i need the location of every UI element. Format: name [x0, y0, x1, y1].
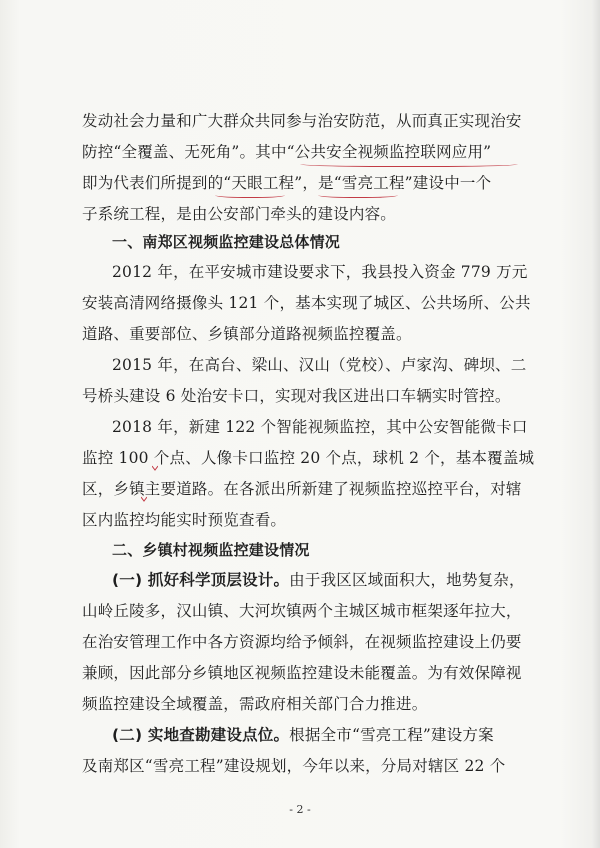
sub1-lead: (一) 抓好科学顶层设计。	[112, 571, 290, 589]
para-2015-line: 号桥头建设 6 处治安卡口，实现对我区进出口车辆实时管控。	[82, 387, 511, 405]
sub2-line: 及南郑区“雪亮工程”建设规划，今年以来，分局对辖区 22 个	[82, 757, 506, 775]
pen-tick-mark	[141, 496, 147, 502]
section-heading-1: 一、南郑区视频监控建设总体情况	[112, 233, 341, 251]
sub2-first-line	[112, 725, 522, 745]
sub1-line: 山岭丘陵多，汉山镇、大河坎镇两个主城区城市框架逐年拉大，	[82, 602, 522, 620]
para-2018-line: 区，乡镇主要道路。在各派出所新建了视频监控巡控平台，对辖	[82, 480, 522, 498]
para-2018-line: 监控 100 个点、人像卡口监控 20 个点，球机 2 个，基本覆盖城	[82, 449, 535, 467]
sub2-first-rest: 根据全市“雪亮工程”建设方案	[289, 726, 494, 744]
sub1-line: 频监控建设全域覆盖，需政府相关部门合力推进。	[82, 695, 428, 713]
body-line: 防控“全覆盖、无死角”。其中“公共安全视频监控联网应用”	[82, 143, 492, 161]
section-heading-2: 二、乡镇村视频监控建设情况	[112, 541, 310, 559]
para-2015-line: 2015 年，在高台、梁山、汉山（党校）、卢家沟、碑坝、二	[112, 356, 527, 374]
para-2018-line: 2018 年，新建 122 个智能视频监控，其中公安智能微卡口	[112, 418, 528, 436]
para-2018-line: 区内监控均能实时预览查看。	[82, 511, 287, 529]
para-2012-line: 道路、重要部位、乡镇部分道路视频监控覆盖。	[82, 325, 412, 343]
body-line: 子系统工程，是由公安部门牵头的建设内容。	[82, 205, 397, 223]
body-line: 发动社会力量和广大群众共同参与治安防范，从而真正实现治安	[82, 112, 522, 130]
sub1-first-rest: 由于我区区域面积大，地势复杂，	[289, 571, 525, 589]
page-edge-shadow	[592, 0, 600, 848]
pen-underline	[215, 191, 285, 198]
page-number: - 2 -	[289, 803, 311, 816]
sub1-line: 兼顾，因此部分乡镇地区视频监控建设未能覆盖。为有效保障视	[82, 664, 522, 682]
para-2012-line: 2012 年，在平安城市建设要求下，我县投入资金 779 万元	[112, 263, 528, 281]
para-2012-line: 安装高清网络摄像头 121 个，基本实现了城区、公共场所、公共	[82, 294, 531, 312]
sub1-first-line	[112, 570, 525, 590]
sub2-lead: (二) 实地查勘建设点位。	[112, 726, 290, 744]
sub1-line: 在治安管理工作中各方资源均给予倾斜，在视频监控建设上仍要	[82, 633, 522, 651]
pen-underline	[318, 191, 398, 198]
body-line: 即为代表们所提到的“天眼工程”，是“雪亮工程”建设中一个	[82, 174, 492, 192]
pen-tick-mark	[152, 465, 158, 471]
pen-underline	[300, 160, 518, 167]
